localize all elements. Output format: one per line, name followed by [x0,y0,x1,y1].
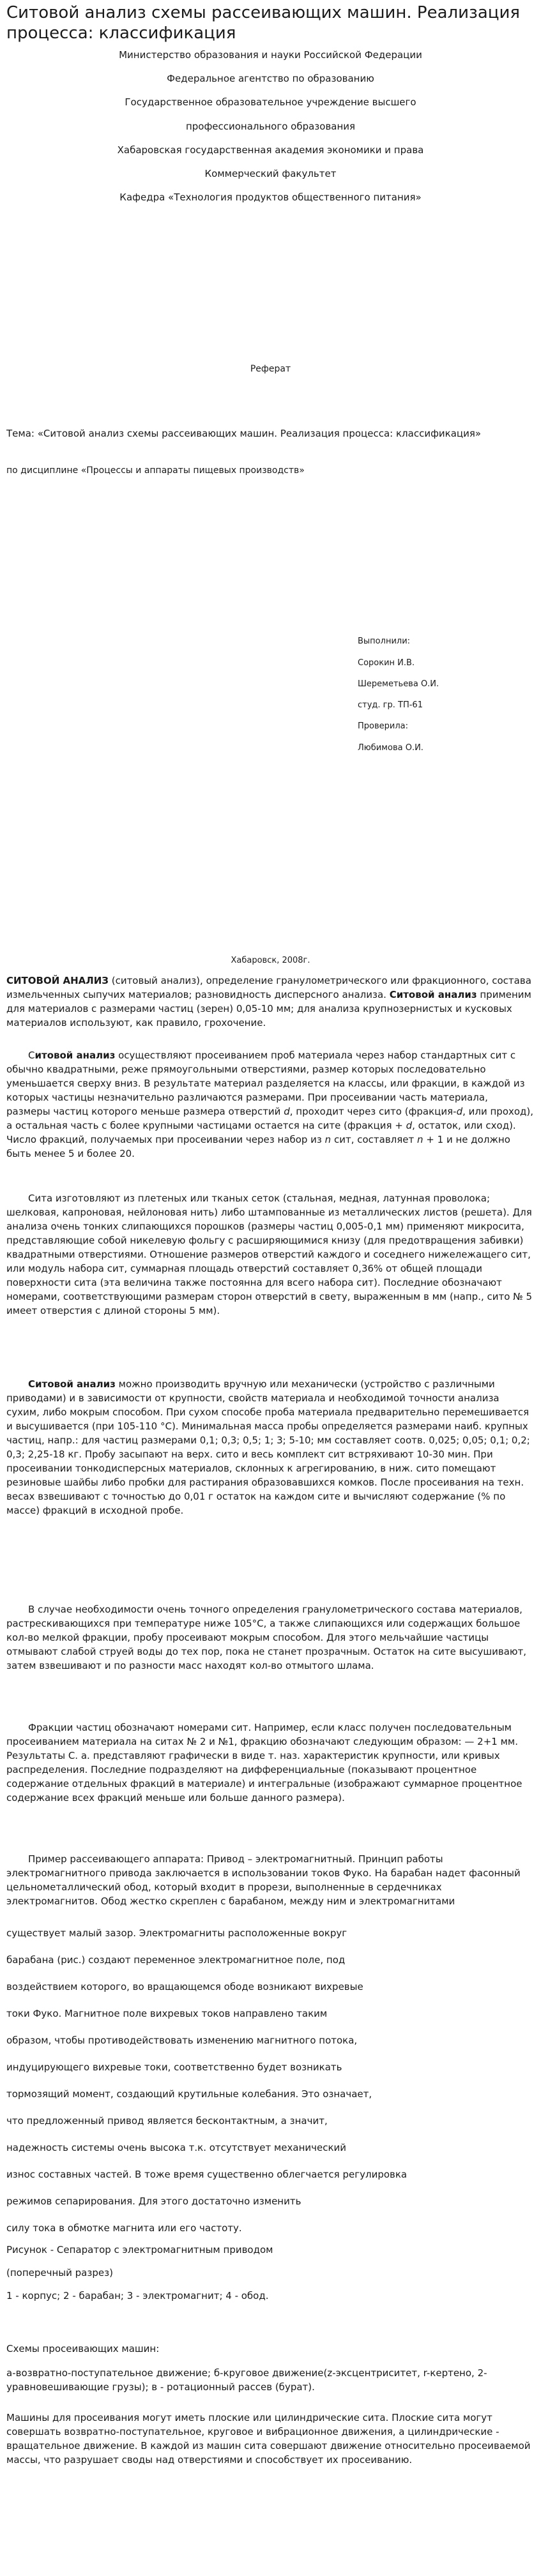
apparatus-line: надежность системы очень высока т.к. отсутствует механический [6,2142,347,2153]
apparatus-line: барабана (рис.) создают переменное электромагнитное поле, под [6,1954,346,1966]
paragraph-wet-method: В случае необходимости очень точного определения гранулометрического состава материалов, растрескивающихся при температуре ниже 105°С, а также слипающихся или содержащих большое кол-во мелкой фракции, пробу просеивают мокрым способом. Для этого мельчайшие частицы отмывают слабой струей воды до тех пор, пока не станет прозрачным. Остаток на сите высушивают, затем взвешивают и по разности масс находят кол-во отмытого шлама. [6,1604,527,1671]
apparatus-line: индуцирующего вихревые токи, соответственно будет возникать [6,2061,342,2073]
paragraph-fractions: Фракции частиц обозначают номерами сит. Например, если класс получен последовательным просеиванием материала на ситах № 2 и №1, фракцию обозначают следующим образом: — 2+1 мм. Результаты С. а. представляют графически в виде т. наз. характеристик крупности, или кривых распределения. Последние подразделяют на дифференциальные (показывают процентное содержание отдельных фракций в материале) и интегральные (изображают суммарное процентное содержание всех фракций меньше или больше данного размера). [6,1722,522,1804]
performed-label: Выполнили: [358,636,411,646]
doc-type: Реферат [250,364,291,374]
schemes-list: а-возвратно-поступательное движение; б-круговое движение(z-эксцентриситет, r-кеpтено, 2-уравновешивающие грузы); в - ротационный рассев (бурат). [6,2367,487,2393]
figure-caption: Рисунок - Сепаратор с электромагнитным приводом [6,2244,273,2256]
apparatus-line: образом, чтобы противодействовать изменению магнитного потока, [6,2035,358,2046]
term-sieve-analysis: СИТОВОЙ АНАЛИЗ [6,975,109,986]
apparatus-line: что предложенный привод является бесконтактным, а значит, [6,2115,328,2127]
paragraph-machines: Машины для просеивания могут иметь плоские или цилиндрические сита. Плоские сита могут совершать возвратно-поступательное, круговое и вибрационное движения, а цилиндрические - вращательное движение. В каждой из машин сита совершают движение относительно просеиваемой массы, что разрушает своды над отверстиями и способствует их просеиванию. [6,2412,531,2466]
student-group: студ. гр. ТП-61 [358,700,423,710]
city-year: Хабаровск, 2008г. [231,956,310,965]
apparatus-line: тормозящий момент, создающий крутильные колебания. Это означает, [6,2088,372,2100]
apparatus-line: токи Фуко. Магнитное поле вихревых токов направлено таким [6,2008,328,2019]
author-1: Сорокин И.В. [358,658,415,668]
paragraph-sieves: Сита изготовляют из плетеных или тканых сеток (стальная, медная, латунная проволока; шелковая, капроновая, нейлоновая нить) либо штампованные из металлических листов (решета). Для анализа очень тонких слипающихся порошков (размеры частиц 0,005-0,1 мм) применяют микросита, представляющие собой никелевую фольгу с расширяющимися книзу (для предотвращения забивки) квадратными отверстиями. Отношение размеров отверстий каждого и соседнего нижележащего сит, или модуль набора сит, суммарная площадь отверстий составляет 0,36% от общей площади поверхности сита (эта величина также постоянна для всего набора сит). Последние обозначают номерами, соответствующими размерам сторон отверстий в свету, выраженным в мм (напр., сито № 5 имеет отверстия с длиной стороны 5 мм). [6,1193,533,1316]
ministry-line: Министерство образования и науки Российской Федерации [119,49,422,61]
agency-line: Федеральное агентство по образованию [167,73,374,84]
document-title: Ситовой анализ схемы рассеивающих машин. Реализация процесса: классификация [6,3,521,43]
figure-caption-section: (поперечный разрез) [6,2267,113,2278]
department-line: Кафедра «Технология продуктов общественного питания» [119,192,422,203]
discipline-line: по дисциплине «Процессы и аппараты пищевых производств» [6,465,305,476]
apparatus-line: режимов сепарирования. Для этого достаточно изменить [6,2196,301,2207]
institution-line-1: Государственное образовательное учреждение высшего [125,96,416,108]
apparatus-line: существует малый зазор. Электромагниты расположенные вокруг [6,1927,347,1939]
academy-line: Хабаровская государственная академия экономики и права [117,144,424,156]
faculty-line: Коммерческий факультет [204,168,337,179]
apparatus-line: износ составных частей. В тоже время существенно облегчается регулировка [6,2169,408,2180]
paragraph-method: Ситовой анализ осуществляют просеиванием проб материала через набор стандартных сит с обычно квадратными, реже прямоугольными отверстиями, размер которых последовательно уменьшается сверху вниз. В результате материал разделяется на классы, или фракции, в каждой из которых частицы незначительно различаются размерами. При просеивании часть материала, размеры частиц которого меньше размера отверстий d, проходит через сито (фракция-d, или проход), а остальная часть с более крупными частицами остается на сите (фракция + d, остаток, или сход). Число фракций, получаемых при просеивании через набор из n сит, составляет n + 1 и не должно быть менее 5 и более 20. [6,1050,534,1159]
apparatus-line: воздействием которого, во вращающемся ободе возникают вихревые [6,1981,363,1992]
paragraph-definition: СИТОВОЙ АНАЛИЗ (ситовый анализ), определение гранулометрического или фракционного, состава измельченных сыпучих материалов; разновидность дисперсного анализа. Ситовой анализ применим для материалов с размерами частиц (зерен) 0,05-10 мм; для анализа крупнозернистых и кусковых материалов используют, как правило, грохочение. [6,975,531,1028]
institution-line-2: профессионального образования [185,121,356,132]
paragraph-example-apparatus: Пример рассеивающего аппарата: Привод – электромагнитный. Принцип работы электромагнитного привода заключается в использовании токов Фуко. На барабан надет фасонный цельнометаллический обод, который входит в прорези, выполненные в сердечниках электромагнитов. Обод жестко скреплен с барабаном, между ним и электромагнитами [6,1853,521,1907]
figure-legend: 1 - корпус; 2 - барабан; 3 - электромагнит; 4 - обод. [6,2290,269,2301]
paragraph-procedure: Ситовой анализ можно производить вручную или механически (устройство с различными приводами) и в зависимости от крупности, свойств материала и необходимой точности анализа сухим, либо мокрым способом. При сухом способе проба материала предварительно перемешивается и высушивается (при 105-110 °С). Минимальная масса пробы определяется размерами наиб. крупных частиц, напр.: для частиц размерами 0,1; 0,3; 0,5; 1; 3; 5-10; мм составляет соотв. 0,025; 0,05; 0,1; 0,2; 0,3; 2,25-18 кг. Пробу засыпают на верх. сито и весь комплект сит встряхивают 10-30 мин. При просеивании тонкодисперсных материалов, склонных к агрегированию, в ниж. сито помещают резиновые шайбы либо пробки для растирания образовавшихся комков. После просеивания на техн. весах взвешивают с точностью до 0,01 г остаток на каждом сите и вычисляют содержание (% по массе) фракций в исходной пробе. [6,1378,530,1516]
topic-line: Тема: «Ситовой анализ схемы рассеивающих машин. Реализация процесса: классификация» [6,428,482,439]
author-2: Шереметьева О.И. [358,679,439,689]
apparatus-line: силу тока в обмотке магнита или его частоту. [6,2222,242,2234]
checker-name: Любимова О.И. [358,743,423,753]
checked-label: Проверила: [358,721,408,731]
schemes-heading: Схемы просеивающих машин: [6,2343,160,2354]
